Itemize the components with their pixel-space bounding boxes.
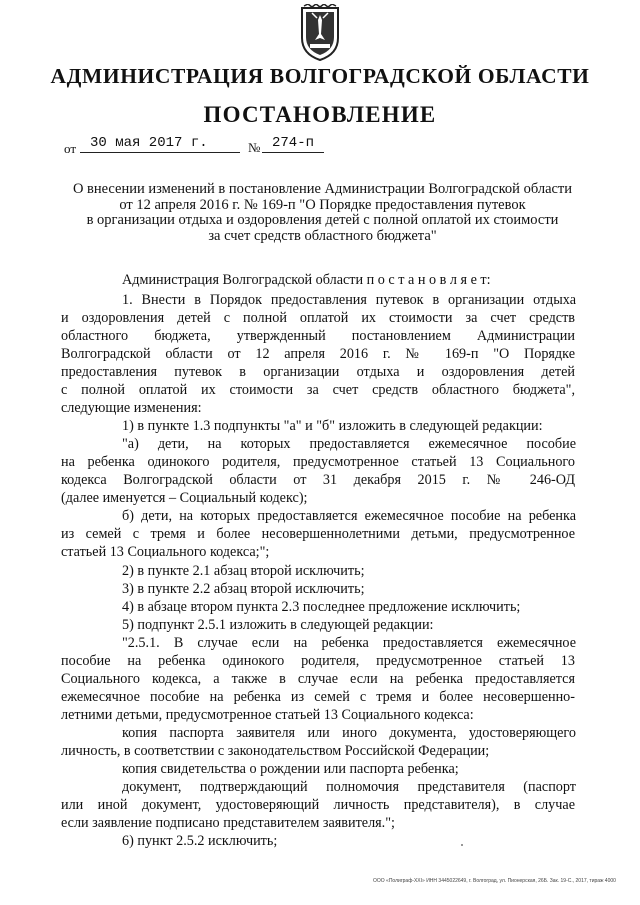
body-line: "а) дети, на которых предоставляется ежемесячное пособие: [122, 436, 576, 452]
body-line: личность, в соответствии с законодательством Российской Федерации;: [61, 743, 490, 759]
date-label: от: [64, 141, 77, 156]
body-line: копия паспорта заявителя или иного документа, удостоверяющего: [122, 725, 576, 741]
body-line: 3) в пункте 2.2 абзац второй исключить;: [122, 581, 365, 597]
body-line: 2) в пункте 2.1 абзац второй исключить;: [122, 563, 365, 579]
body-line: 6) пункт 2.5.2 исключить;: [122, 833, 278, 849]
body-line: или иной документ, удостоверяющий личность представителя), в случае: [61, 797, 575, 813]
body-line: "2.5.1. В случае если на ребенка предоставляется ежемесячное: [122, 635, 576, 651]
body-line: б) дети, на которых предоставляется ежемесячное пособие на ребенка: [122, 508, 576, 524]
document-type-title: ПОСТАНОВЛЕНИЕ: [203, 102, 437, 127]
body-line: (далее именуется – Социальный кодекс);: [61, 490, 308, 506]
body-line: с полной оплатой их стоимости за счет средств областного бюджета",: [61, 382, 575, 398]
body-line: из семей с тремя и более несовершеннолетними детьми, предусмотренное: [61, 526, 575, 542]
body-line: кодекса Волгоградской области от 31 декабря 2015 г. № 246-ОД: [61, 472, 575, 488]
body-line: Волгоградской области от 12 апреля 2016 г. № 169-п "О Порядке: [61, 346, 575, 362]
document-subject: [60, 182, 585, 244]
subject-line: в организации отдыха и оздоровления детей с полной оплатой их стоимости: [86, 212, 559, 228]
body-line: 1. Внести в Порядок предоставления путевок в организации отдыха: [122, 292, 576, 308]
body-line: предоставления путевок в организации отдыха и оздоровления детей: [61, 364, 575, 380]
coat-of-arms-emblem: [296, 4, 344, 62]
number-label: №: [248, 140, 261, 155]
body-line: пособие на ребенка одинокого родителя, предусмотренное статьей 13: [61, 653, 575, 669]
body-line: статьей 13 Социального кодекса;";: [61, 544, 270, 560]
subject-line: О внесении изменений в постановление Администрации Волгоградской области: [72, 181, 573, 197]
subject-line: за счет средств областного бюджета": [208, 227, 437, 244]
scan-speck: [461, 844, 463, 846]
body-line: если заявление подписано представителем заявителя.";: [61, 815, 395, 831]
body-line: летними детьми, предусмотренное статьей 13 Социального кодекса:: [61, 707, 474, 723]
body-line: на ребенка одинокого родителя, предусмотренное статьей 13 Социального: [61, 454, 575, 470]
printer-footer-note: ООО «Полиграф-XXI» ИНН 3445022649, г. Волгоград, ул. Пионерская, 26Б. Зак. 19-С., 2017, тираж 4000: [373, 878, 616, 884]
body-line: 5) подпункт 2.5.1 изложить в следующей редакции:: [122, 617, 434, 633]
date-underline: [80, 152, 240, 153]
body-line: ежемесячное пособие на ребенка из семей с тремя и более несовершенно-: [61, 689, 575, 705]
organization-title: АДМИНИСТРАЦИЯ ВОЛГОГРАДСКОЙ ОБЛАСТИ: [50, 64, 590, 88]
number-underline: [262, 152, 324, 153]
body-line: областного бюджета, утвержденный постановлением Администрации: [61, 328, 575, 344]
body-line: Социального кодекса, а также в случае если на ребенка предоставляется: [61, 671, 575, 687]
body-line: 4) в абзаце втором пункта 2.3 последнее предложение исключить;: [122, 599, 521, 615]
body-line: копия свидетельства о рождении или паспорта ребенка;: [122, 761, 459, 777]
body-line: и оздоровления детей с полной оплатой их стоимости за счет средств: [61, 310, 575, 326]
body-line: 1) в пункте 1.3 подпункты "а" и "б" изложить в следующей редакции:: [122, 418, 543, 434]
body-line: Администрация Волгоградской области п о с т а н о в л я е т:: [122, 272, 491, 288]
subject-line: от 12 апреля 2016 г. № 169-п "О Порядке предоставления путевок: [119, 196, 526, 213]
body-line: следующие изменения:: [61, 400, 202, 416]
document-date: 30 мая 2017 г.: [90, 135, 208, 151]
document-number: 274-п: [272, 135, 315, 151]
body-line: документ, подтверждающий полномочия представителя (паспорт: [122, 779, 576, 795]
